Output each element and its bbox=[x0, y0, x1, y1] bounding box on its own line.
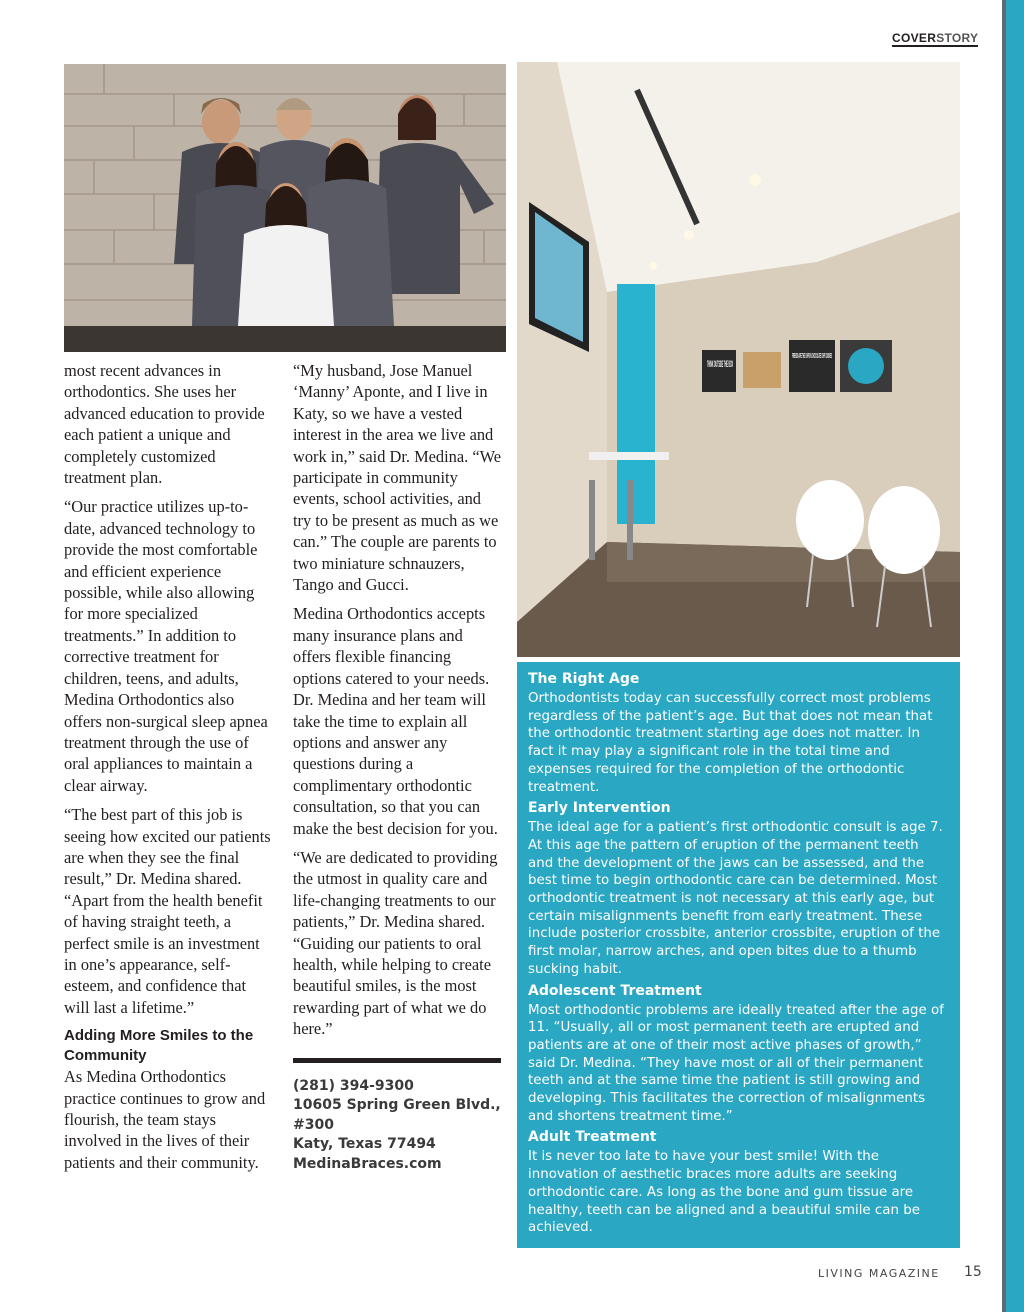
paragraph: Medina Orthodontics accepts many insurance plans and offers flexible financing options catered to your needs. Dr. Medina and her team will take the time to explain all options and answer any questions during a complimentary orthodontic consultation, so that you can make the best decision for you. bbox=[293, 604, 498, 838]
section-label-bold: COVER bbox=[892, 31, 937, 45]
paragraph: most recent advances in orthodontics. She uses her advanced education to provide each patient a unique and completely customized treatment plan. bbox=[64, 361, 265, 488]
sidebar-box bbox=[517, 662, 960, 1248]
edge-stripe bbox=[1006, 0, 1024, 1312]
sidebar-heading: Adolescent Treatment bbox=[528, 982, 702, 999]
contact-address-line2: #300 bbox=[293, 1116, 334, 1133]
subheading-adding-more-smiles: Adding More Smiles to the Community bbox=[64, 1027, 254, 1065]
paragraph: “Our practice utilizes up-to-date, advanced technology to provide the most comfortable and efficient experience possible, while also allowing for more specialized treatments.” In addition to corrective treatment for children, teens, and adults, Medina Orthodontics also offers non-surgical sleep apnea treatment through the use of oral appliances to maintain a clear airway. bbox=[64, 497, 268, 795]
contact-website[interactable]: MedinaBraces.com bbox=[293, 1155, 442, 1172]
sidebar-heading: Adult Treatment bbox=[528, 1129, 657, 1146]
sidebar-body: The ideal age for a patient’s first orthodontic consult is age 7. At this age the pattern of eruption of the permanent teeth and the development of the jaws can be assessed, and the best time to begin orthodontic care can be determined. Most orthodontic treatment is not necessary at this early age, but certain misalignments benefit from early treatment. These include posterior crossbite, anterior crossbite, eruption of the first molar, narrow arches, and open bites due to a thumb sucking habit. bbox=[528, 820, 943, 977]
sidebar-body: It is never too late to have your best smile! With the innovation of aesthetic braces more adults are seeking orthodontic care. As long as the bone and gum tissue are healthy, teeth can be aligned and a beautiful smile can be achieved. bbox=[528, 1149, 920, 1236]
article-column-2 bbox=[293, 360, 503, 1174]
paragraph: As Medina Orthodontics practice continues to grow and flourish, the team stays involved in the lives of their patients and their community. bbox=[64, 1067, 266, 1172]
sign-friends: FRIENDS ARE THE CHIPS IN CHOCOLATE CHIP COOKIES bbox=[792, 353, 833, 360]
section-label bbox=[892, 31, 978, 47]
article-column-1 bbox=[64, 360, 274, 1173]
sidebar-body: Most orthodontic problems are ideally treated after the age of 11. “Usually, all or most permanent teeth are erupted and patients are at one of their most active phases of growth,” said Dr. Medina. “They have most or all of their permanent teeth and at the same time the patient is still growing and developing. This facilitates the correction of misalignments and shortens treatment time.” bbox=[528, 1002, 944, 1124]
sidebar-heading: The Right Age bbox=[528, 671, 640, 687]
sidebar-body: Orthodontists today can successfully correct most problems regardless of the patient’s age. But that does not mean that the orthodontic treatment starting age does not matter. In fact it may play a significant role in the total time and expenses required for the completion of the orthodontic treatment. bbox=[528, 691, 933, 795]
contact-city: Katy, Texas 77494 bbox=[293, 1136, 436, 1153]
contact-block bbox=[293, 1077, 503, 1175]
section-label-rest: STORY bbox=[936, 31, 979, 45]
contact-address-line1: 10605 Spring Green Blvd., bbox=[293, 1097, 501, 1114]
page-number: 15 bbox=[964, 1264, 982, 1280]
paragraph: “My husband, Jose Manuel ‘Manny’ Aponte, and I live in Katy, so we have a vested interest in the area we live and work in,” said Dr. Medina. “We participate in community events, school activities, and try to be present as much as we can.” The couple are parents to two miniature schnauzers, Tango and Gucci. bbox=[293, 361, 502, 595]
paragraph: “The best part of this job is seeing how excited our patients are when they see the final result,” Dr. Medina shared. “Apart from the health benefit of having straight teeth, a perfect smile is an investment in one’s appearance, self-esteem, and confidence that will last a lifetime.” bbox=[64, 805, 271, 1017]
paragraph: “We are dedicated to providing the utmost in quality care and life-changing treatments to our patients,” Dr. Medina shared. “Guiding our patients to oral health, while helping to create beautiful smiles, is the most rewarding part of what we do here.” bbox=[293, 847, 498, 1039]
sidebar-heading: Early Intervention bbox=[528, 800, 671, 817]
contact-divider bbox=[293, 1058, 501, 1063]
sign-think: THINK OUTSIDE THE BOX bbox=[707, 359, 733, 369]
contact-phone[interactable]: (281) 394-9300 bbox=[293, 1077, 414, 1094]
footer-magazine-name: LIVING MAGAZINE bbox=[818, 1267, 940, 1280]
team-photo bbox=[64, 64, 506, 352]
office-photo bbox=[517, 62, 960, 657]
